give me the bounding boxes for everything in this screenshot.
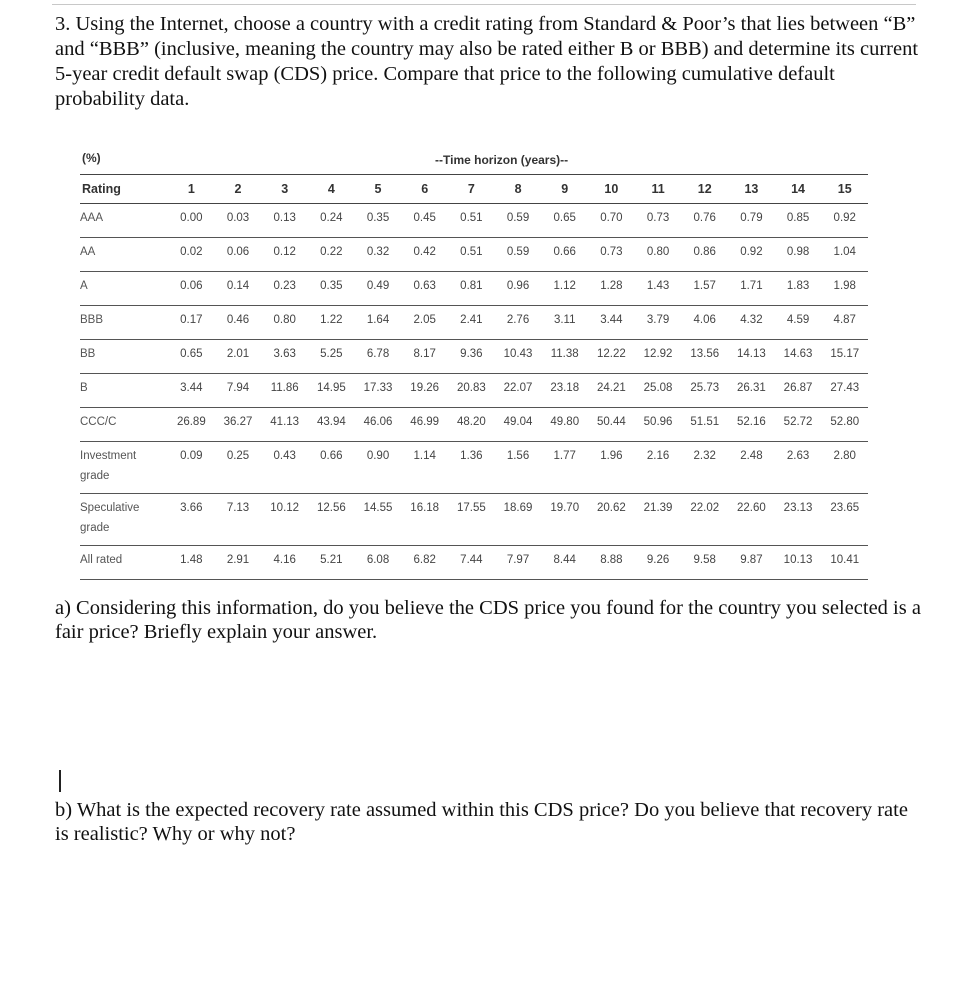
table-cell: 6.08 xyxy=(366,554,390,566)
table-cell: 2.32 xyxy=(693,450,716,462)
table-cell: 9.87 xyxy=(740,554,763,566)
table-cell: 0.17 xyxy=(180,314,203,326)
table-row xyxy=(80,306,868,340)
table-cell: 0.35 xyxy=(320,280,343,292)
table-cell: 1.04 xyxy=(833,246,856,258)
top-divider xyxy=(52,4,916,5)
year-header-1: 1 xyxy=(187,182,195,196)
table-cell: 0.45 xyxy=(413,212,436,224)
rating-label: AAA xyxy=(80,212,104,224)
table-cell: 1.98 xyxy=(833,280,856,292)
table-cell: 0.92 xyxy=(833,212,856,224)
table-cell: 0.66 xyxy=(553,246,576,258)
rating-header: Rating xyxy=(82,182,121,196)
table-cell: 2.63 xyxy=(786,450,810,462)
table-cell: 0.59 xyxy=(506,246,530,258)
table-cell: 0.13 xyxy=(273,212,296,224)
table-cell: 13.56 xyxy=(690,348,720,360)
table-cell: 1.56 xyxy=(506,450,530,462)
table-cell: 6.78 xyxy=(366,348,390,360)
table-cell: 0.51 xyxy=(460,246,483,258)
table-cell: 0.14 xyxy=(226,280,250,292)
table-cell: 1.36 xyxy=(460,450,483,462)
table-cell: 0.25 xyxy=(226,450,250,462)
table-cell: 0.73 xyxy=(600,246,623,258)
rating-label: A xyxy=(80,280,88,292)
rating-label: All rated xyxy=(80,554,123,566)
year-header-11: 11 xyxy=(651,182,665,196)
rating-label: Speculative grade xyxy=(80,502,140,534)
table-cell: 26.31 xyxy=(737,382,766,394)
table-cell: 2.80 xyxy=(833,450,856,462)
table-cell: 22.07 xyxy=(503,382,533,394)
table-cell: 3.79 xyxy=(646,314,670,326)
table-cell: 46.06 xyxy=(363,416,393,428)
table-row xyxy=(80,546,868,580)
table-cell: 2.91 xyxy=(226,554,250,566)
table-cell: 50.96 xyxy=(643,416,673,428)
table-cell: 9.36 xyxy=(460,348,483,360)
table-cell: 0.81 xyxy=(460,280,483,292)
table-cell: 10.13 xyxy=(783,554,813,566)
row-values xyxy=(168,272,868,296)
table-cell: 9.58 xyxy=(693,554,716,566)
table-cell: 20.62 xyxy=(596,502,626,514)
year-header-8: 8 xyxy=(514,182,522,196)
year-header-7: 7 xyxy=(467,182,475,196)
table-cell: 25.08 xyxy=(643,382,673,394)
table-cell: 24.21 xyxy=(596,382,626,394)
row-values xyxy=(168,408,868,432)
table-cell: 0.03 xyxy=(226,212,250,224)
table-cell: 18.69 xyxy=(503,502,533,514)
table-cell: 8.17 xyxy=(413,348,436,360)
table-cell: 49.80 xyxy=(550,416,580,428)
table-cell: 17.33 xyxy=(363,382,393,394)
table-cell: 0.92 xyxy=(740,246,763,258)
table-row xyxy=(80,340,868,374)
table-cell: 0.23 xyxy=(273,280,296,292)
table-cell: 48.20 xyxy=(456,416,486,428)
table-cell: 14.95 xyxy=(316,382,346,394)
table-cell: 52.72 xyxy=(783,416,813,428)
table-cell: 11.38 xyxy=(550,348,579,360)
table-cell: 1.43 xyxy=(646,280,670,292)
table-cell: 19.26 xyxy=(410,382,440,394)
year-header-4: 4 xyxy=(327,182,335,196)
year-header-3: 3 xyxy=(281,182,289,196)
table-cell: 0.24 xyxy=(320,212,343,224)
row-values xyxy=(168,374,868,398)
table-cell: 1.22 xyxy=(320,314,343,326)
year-header-14: 14 xyxy=(791,182,806,196)
table-cell: 12.22 xyxy=(596,348,626,360)
rating-label: BBB xyxy=(80,314,104,326)
table-body xyxy=(80,204,868,580)
table-cell: 0.70 xyxy=(600,212,623,224)
table-cell: 14.13 xyxy=(737,348,766,360)
table-cell: 0.76 xyxy=(693,212,716,224)
table-cell: 43.94 xyxy=(316,416,346,428)
table-cell: 0.85 xyxy=(786,212,810,224)
text-cursor xyxy=(59,770,61,792)
table-cell: 2.16 xyxy=(646,450,670,462)
table-cell: 2.76 xyxy=(506,314,530,326)
table-cell: 2.41 xyxy=(460,314,483,326)
row-values xyxy=(168,306,868,330)
table-cell: 0.79 xyxy=(740,212,763,224)
year-header-5: 5 xyxy=(374,182,382,196)
table-cell: 0.65 xyxy=(553,212,576,224)
table-cell: 1.57 xyxy=(693,280,716,292)
table-row xyxy=(80,238,868,272)
table-cell: 4.87 xyxy=(833,314,856,326)
table-row xyxy=(80,494,868,546)
table-cell: 8.88 xyxy=(600,554,623,566)
rating-label: AA xyxy=(80,246,96,258)
table-cell: 0.09 xyxy=(180,450,203,462)
table-cell: 21.39 xyxy=(643,502,673,514)
table-cell: 41.13 xyxy=(270,416,300,428)
table-cell: 2.05 xyxy=(413,314,436,326)
table-row xyxy=(80,442,868,494)
column-header-row xyxy=(80,174,868,204)
year-headers xyxy=(168,175,868,203)
table-cell: 0.46 xyxy=(226,314,250,326)
table-cell: 15.17 xyxy=(830,348,860,360)
table-row xyxy=(80,374,868,408)
table-title-row xyxy=(80,148,868,170)
table-cell: 1.71 xyxy=(740,280,763,292)
default-probability-table xyxy=(80,148,868,580)
table-cell: 36.27 xyxy=(223,416,253,428)
table-cell: 25.73 xyxy=(690,382,720,394)
table-cell: 0.86 xyxy=(693,246,716,258)
table-cell: 51.51 xyxy=(690,416,720,428)
table-cell: 0.06 xyxy=(180,280,203,292)
rating-label: BB xyxy=(80,348,96,360)
time-horizon-label: --Time horizon (years)-- xyxy=(435,153,569,167)
table-cell: 0.22 xyxy=(320,246,343,258)
table-cell: 1.64 xyxy=(366,314,390,326)
table-cell: 26.89 xyxy=(176,416,206,428)
table-cell: 0.73 xyxy=(646,212,670,224)
table-cell: 7.44 xyxy=(460,554,483,566)
table-cell: 3.66 xyxy=(180,502,203,514)
table-cell: 19.70 xyxy=(550,502,580,514)
year-header-15: 15 xyxy=(837,182,852,196)
table-cell: 0.65 xyxy=(180,348,203,360)
table-cell: 9.26 xyxy=(646,554,670,566)
year-header-13: 13 xyxy=(744,182,759,196)
table-cell: 17.55 xyxy=(456,502,486,514)
table-cell: 5.21 xyxy=(320,554,343,566)
table-cell: 0.49 xyxy=(366,280,390,292)
row-values xyxy=(168,546,868,570)
table-cell: 0.35 xyxy=(366,212,390,224)
table-cell: 4.06 xyxy=(693,314,716,326)
table-cell: 16.18 xyxy=(410,502,440,514)
table-cell: 23.18 xyxy=(550,382,580,394)
table-cell: 1.48 xyxy=(180,554,203,566)
table-cell: 3.11 xyxy=(553,314,576,326)
table-cell: 0.90 xyxy=(366,450,390,462)
table-cell: 50.44 xyxy=(596,416,626,428)
table-cell: 1.12 xyxy=(553,280,576,292)
table-cell: 0.42 xyxy=(413,246,436,258)
table-cell: 12.56 xyxy=(316,502,346,514)
table-cell: 6.82 xyxy=(413,554,436,566)
row-values xyxy=(168,238,868,262)
table-cell: 4.32 xyxy=(740,314,763,326)
year-header-12: 12 xyxy=(697,182,712,196)
table-cell: 0.63 xyxy=(413,280,436,292)
table-cell: 0.66 xyxy=(320,450,343,462)
rating-label: Investment grade xyxy=(80,450,137,482)
table-row xyxy=(80,272,868,306)
table-cell: 22.60 xyxy=(737,502,766,514)
table-cell: 1.28 xyxy=(600,280,623,292)
table-cell: 46.99 xyxy=(410,416,440,428)
table-cell: 12.92 xyxy=(643,348,673,360)
table-cell: 4.16 xyxy=(273,554,296,566)
row-values xyxy=(168,204,868,228)
unit-label: (%) xyxy=(82,151,101,165)
rating-label: B xyxy=(80,382,88,394)
table-cell: 26.87 xyxy=(783,382,813,394)
table-cell: 0.96 xyxy=(506,280,530,292)
table-cell: 10.12 xyxy=(270,502,300,514)
question-part-a: a) Considering this information, do you believe the CDS price you found for the country you selected is a fair price? Briefly explain your answer. xyxy=(55,597,921,643)
table-cell: 20.83 xyxy=(456,382,486,394)
table-cell: 0.12 xyxy=(273,246,296,258)
table-cell: 0.02 xyxy=(180,246,203,258)
question-part-b: b) What is the expected recovery rate assumed within this CDS price? Do you believe that recovery rate is realistic? Why or why not? xyxy=(55,799,908,845)
table-cell: 0.51 xyxy=(460,212,483,224)
table-cell: 7.94 xyxy=(226,382,250,394)
table-cell: 0.00 xyxy=(180,212,203,224)
table-cell: 3.44 xyxy=(600,314,623,326)
table-cell: 5.25 xyxy=(320,348,343,360)
table-cell: 1.77 xyxy=(553,450,576,462)
table-cell: 3.63 xyxy=(273,348,296,360)
year-header-6: 6 xyxy=(421,182,429,196)
table-cell: 8.44 xyxy=(553,554,576,566)
year-header-2: 2 xyxy=(234,182,242,196)
table-row xyxy=(80,204,868,238)
year-header-9: 9 xyxy=(561,182,569,196)
table-cell: 11.86 xyxy=(270,382,299,394)
table-cell: 7.13 xyxy=(226,502,250,514)
year-header-10: 10 xyxy=(604,182,619,196)
row-values xyxy=(168,340,868,364)
table-cell: 3.44 xyxy=(180,382,203,394)
table-cell: 4.59 xyxy=(786,314,810,326)
question-text: 3. Using the Internet, choose a country with a credit rating from Standard & Poor’s that lies between “B” and “BBB” (inclusive, meaning the country may also be rated either B or BBB) and determine its current 5-year credit default swap (CDS) price. Compare that price to the following cumulative default probability data. xyxy=(55,13,919,110)
table-cell: 27.43 xyxy=(830,382,860,394)
table-cell: 10.41 xyxy=(830,554,860,566)
table-cell: 0.43 xyxy=(273,450,296,462)
rating-label: CCC/C xyxy=(80,416,117,428)
table-cell: 52.16 xyxy=(737,416,766,428)
table-cell: 14.55 xyxy=(363,502,393,514)
table-cell: 0.80 xyxy=(646,246,670,258)
table-cell: 1.14 xyxy=(413,450,436,462)
table-cell: 52.80 xyxy=(830,416,860,428)
table-cell: 23.13 xyxy=(783,502,813,514)
table-cell: 0.06 xyxy=(226,246,250,258)
table-cell: 2.01 xyxy=(226,348,250,360)
row-values xyxy=(168,442,868,466)
table-row xyxy=(80,408,868,442)
table-cell: 1.83 xyxy=(786,280,810,292)
table-cell: 23.65 xyxy=(830,502,860,514)
table-cell: 0.32 xyxy=(366,246,390,258)
table-cell: 0.59 xyxy=(506,212,530,224)
table-cell: 0.80 xyxy=(273,314,296,326)
table-cell: 49.04 xyxy=(503,416,533,428)
table-cell: 22.02 xyxy=(690,502,720,514)
table-cell: 7.97 xyxy=(506,554,530,566)
table-cell: 10.43 xyxy=(503,348,533,360)
row-values xyxy=(168,494,868,518)
table-cell: 1.96 xyxy=(600,450,623,462)
table-cell: 14.63 xyxy=(783,348,813,360)
table-cell: 2.48 xyxy=(740,450,763,462)
table-cell: 0.98 xyxy=(786,246,810,258)
